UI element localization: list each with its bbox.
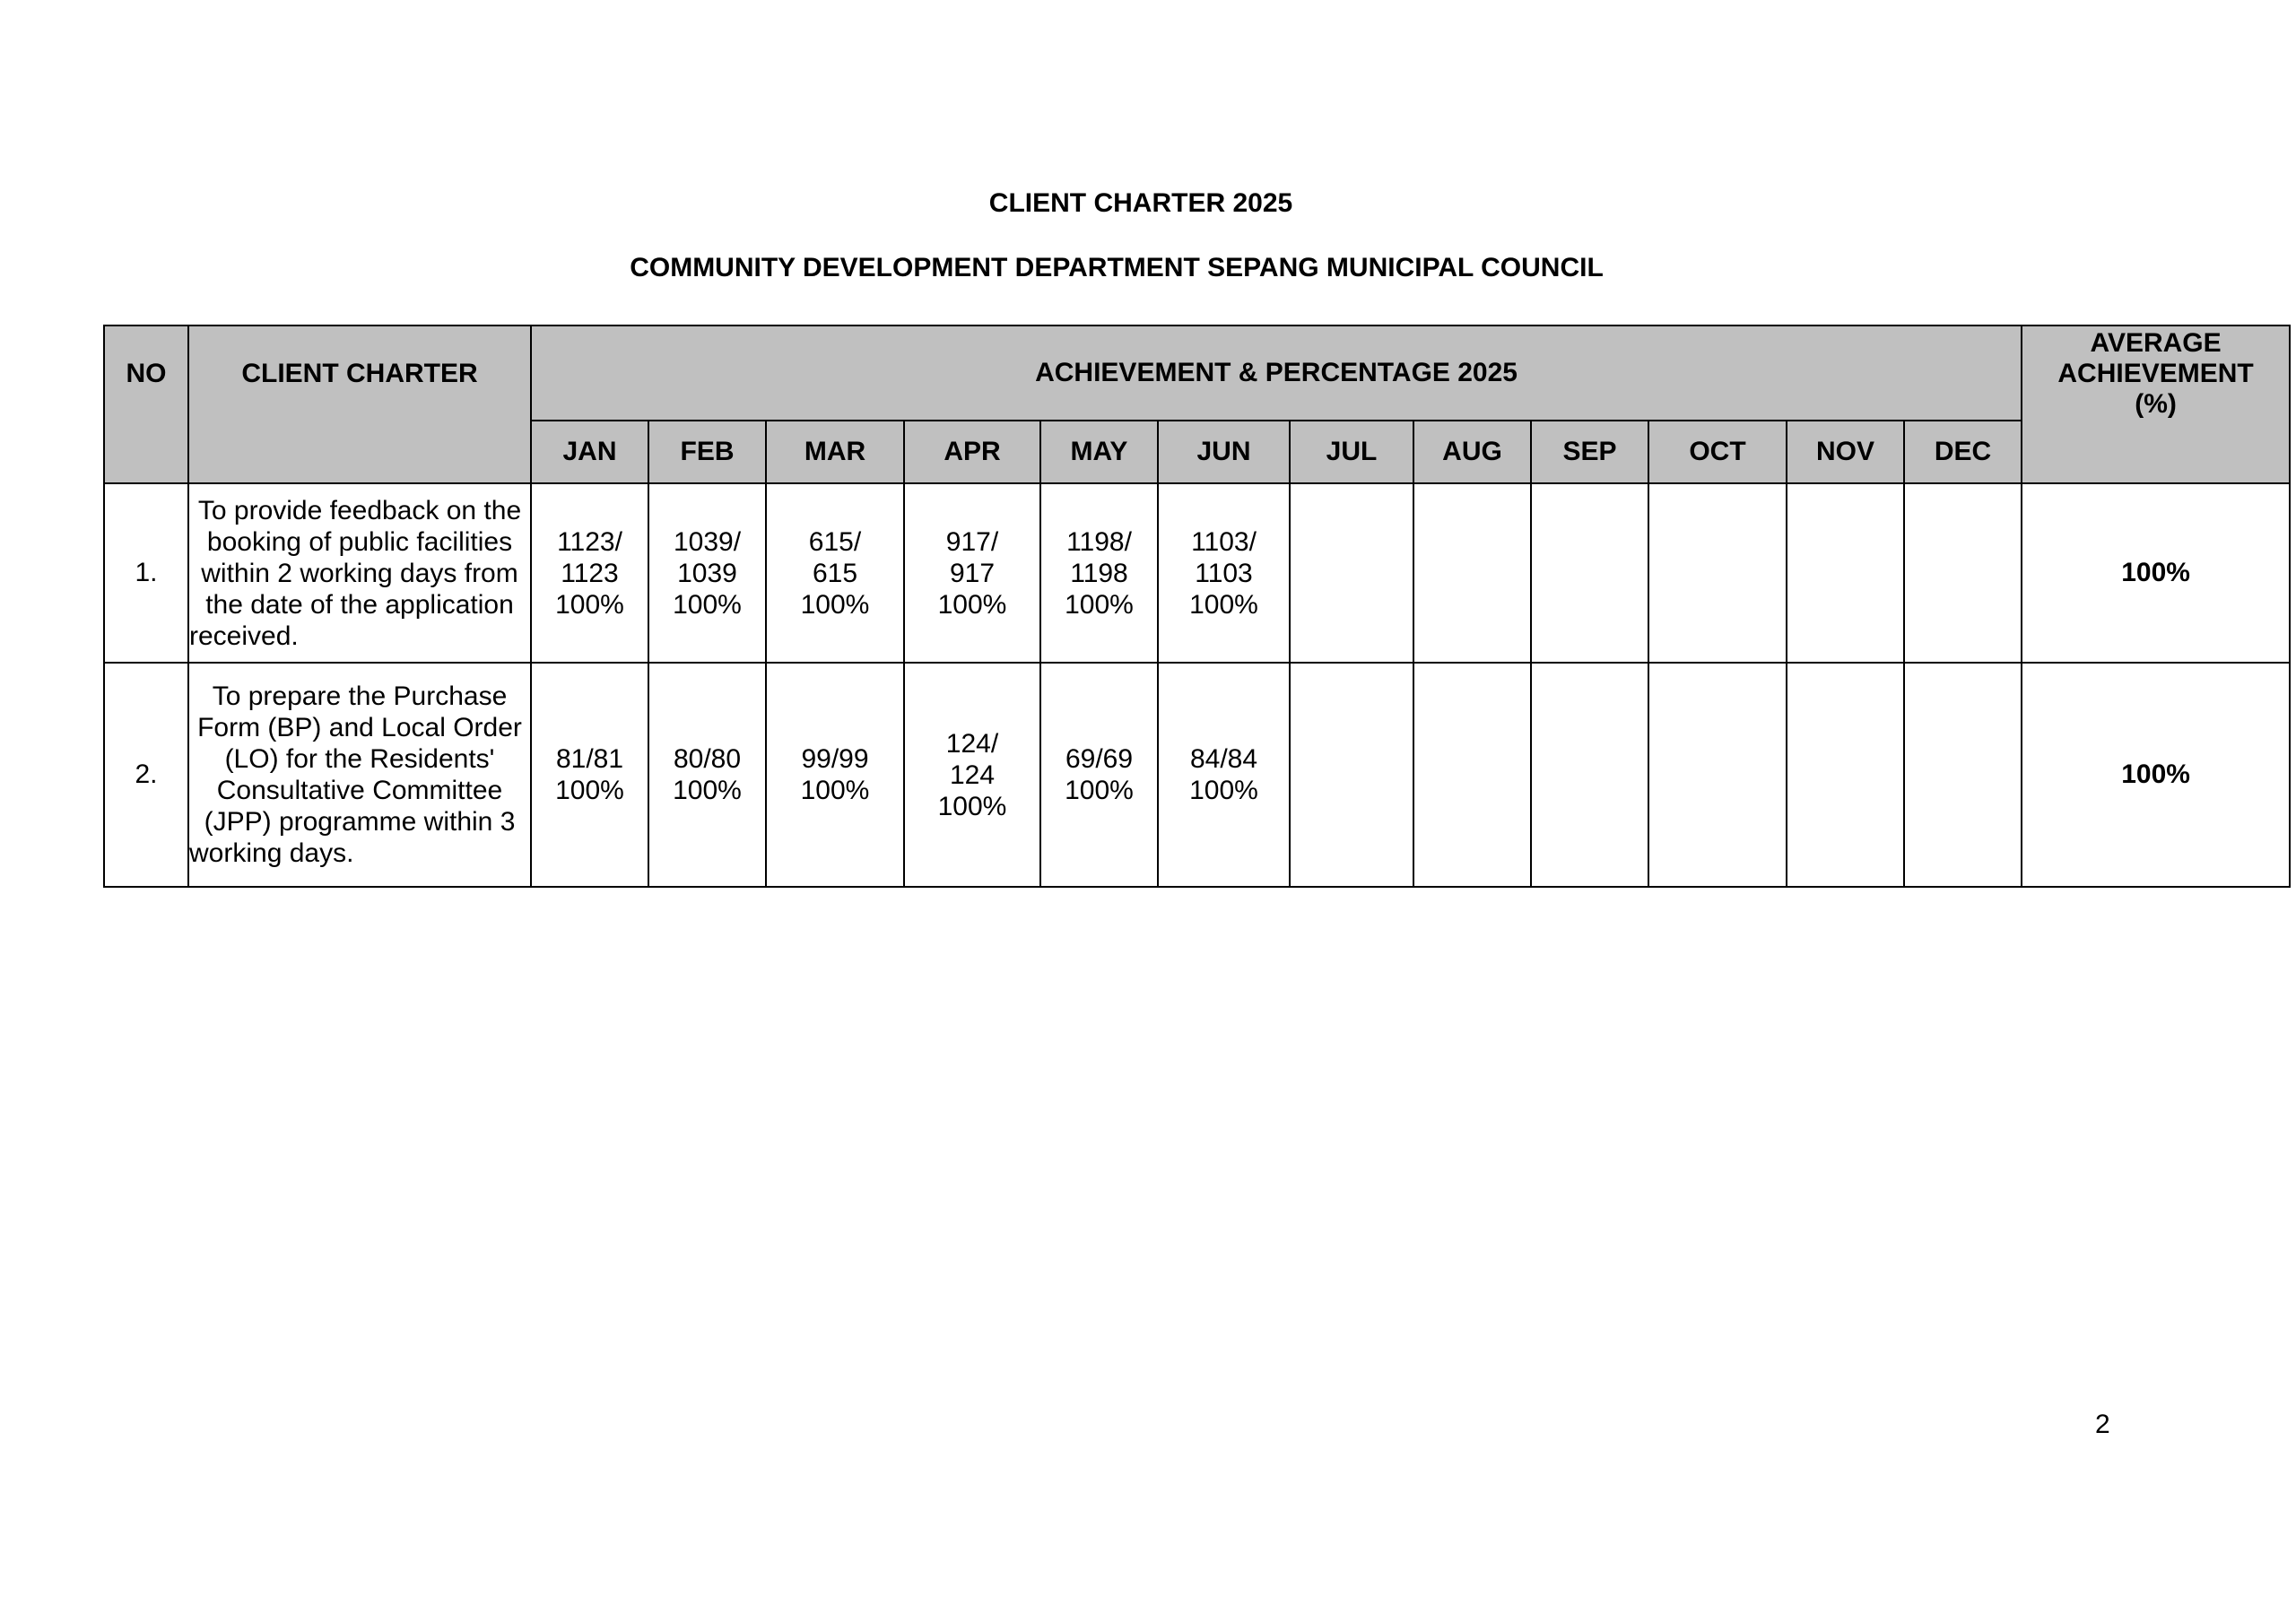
month-header: FEB <box>648 421 766 483</box>
document-subtitle: COMMUNITY DEVELOPMENT DEPARTMENT SEPANG MUNICIPAL COUNCIL <box>630 253 1604 282</box>
month-header: NOV <box>1787 421 1904 483</box>
month-value <box>1904 663 2022 887</box>
table-row <box>104 663 2290 887</box>
month-value <box>1413 483 1531 663</box>
row-number: 2. <box>104 663 188 887</box>
value-line: 100% <box>673 776 742 805</box>
month-header: JUL <box>1290 421 1413 483</box>
month-value <box>1531 663 1648 887</box>
month-value <box>1787 663 1904 887</box>
value-line: 100% <box>800 776 870 805</box>
month-value <box>904 483 1040 663</box>
value-line: 100% <box>1189 776 1258 805</box>
average-achievement: 100% <box>2022 663 2290 887</box>
header-average-achievement <box>2022 325 2290 483</box>
header-average-label: AVERAGE ACHIEVEMENT (%) <box>2057 328 2254 419</box>
value-line: 1039/ <box>673 526 742 557</box>
month-header: MAR <box>766 421 904 483</box>
value-line: 100% <box>937 791 1007 821</box>
value-line: 1103/ <box>1191 526 1257 557</box>
month-value <box>1290 663 1413 887</box>
month-value <box>766 483 904 663</box>
value-line: 80/80 <box>673 744 742 774</box>
document-title: CLIENT CHARTER 2025 <box>988 188 1293 218</box>
month-value <box>1648 663 1787 887</box>
value-line: 84/84 <box>1189 744 1258 774</box>
month-value <box>1158 483 1290 663</box>
month-header: OCT <box>1648 421 1787 483</box>
header-no: NO <box>104 325 188 483</box>
value-line: 81/81 <box>555 744 624 774</box>
month-header: SEP <box>1531 421 1648 483</box>
value-line: 100% <box>1189 589 1258 620</box>
value-line: 1123 <box>561 558 619 588</box>
month-header: MAY <box>1040 421 1158 483</box>
month-value <box>904 663 1040 887</box>
header-client-charter: CLIENT CHARTER <box>188 325 531 483</box>
value-line: 100% <box>1065 589 1134 620</box>
month-value <box>1648 483 1787 663</box>
value-line: 1039 <box>677 558 737 588</box>
month-value <box>766 663 904 887</box>
value-line: 615/ <box>808 526 862 557</box>
month-value <box>1413 663 1531 887</box>
row-number: 1. <box>104 483 188 663</box>
value-line: 100% <box>673 589 742 620</box>
client-charter-table <box>103 325 2291 888</box>
header-row <box>104 325 2290 421</box>
month-value <box>1158 663 1290 887</box>
month-header: APR <box>904 421 1040 483</box>
value-line: 917/ <box>945 526 999 557</box>
value-line: 124/ <box>945 728 999 759</box>
month-value <box>648 663 766 887</box>
value-line: 100% <box>800 589 870 620</box>
value-line: 1198/ <box>1066 526 1132 557</box>
value-line: 100% <box>555 589 624 620</box>
month-value <box>1787 483 1904 663</box>
value-line: 1123/ <box>557 526 622 557</box>
value-line: 917 <box>949 558 996 588</box>
month-value <box>531 483 648 663</box>
value-line: 100% <box>555 776 624 805</box>
value-line: 99/99 <box>801 744 869 774</box>
month-header: AUG <box>1413 421 1531 483</box>
value-line: 1198 <box>1070 558 1128 588</box>
value-line: 124 <box>949 759 996 790</box>
month-value <box>1040 483 1158 663</box>
value-line: 100% <box>937 589 1007 620</box>
value-line: 615 <box>812 558 858 588</box>
month-value <box>1040 663 1158 887</box>
month-value <box>648 483 766 663</box>
value-line: 69/69 <box>1065 744 1134 774</box>
month-value <box>1290 483 1413 663</box>
month-header: JAN <box>531 421 648 483</box>
value-line: 100% <box>1065 776 1134 805</box>
month-value <box>1531 483 1648 663</box>
month-header: JUN <box>1158 421 1290 483</box>
header-achievement: ACHIEVEMENT & PERCENTAGE 2025 <box>531 325 2022 421</box>
charter-description: To provide feedback on the booking of public facilities within 2 working days from the date of the application received. <box>188 483 531 663</box>
value-line: 1103 <box>1195 558 1253 588</box>
page-number: 2 <box>2095 1410 2110 1439</box>
charter-description: To prepare the Purchase Form (BP) and Local Order (LO) for the Residents' Consultative Committee (JPP) programme within 3 working days. <box>188 663 531 887</box>
table-row <box>104 483 2290 663</box>
average-achievement: 100% <box>2022 483 2290 663</box>
month-header: DEC <box>1904 421 2022 483</box>
month-value <box>531 663 648 887</box>
month-value <box>1904 483 2022 663</box>
